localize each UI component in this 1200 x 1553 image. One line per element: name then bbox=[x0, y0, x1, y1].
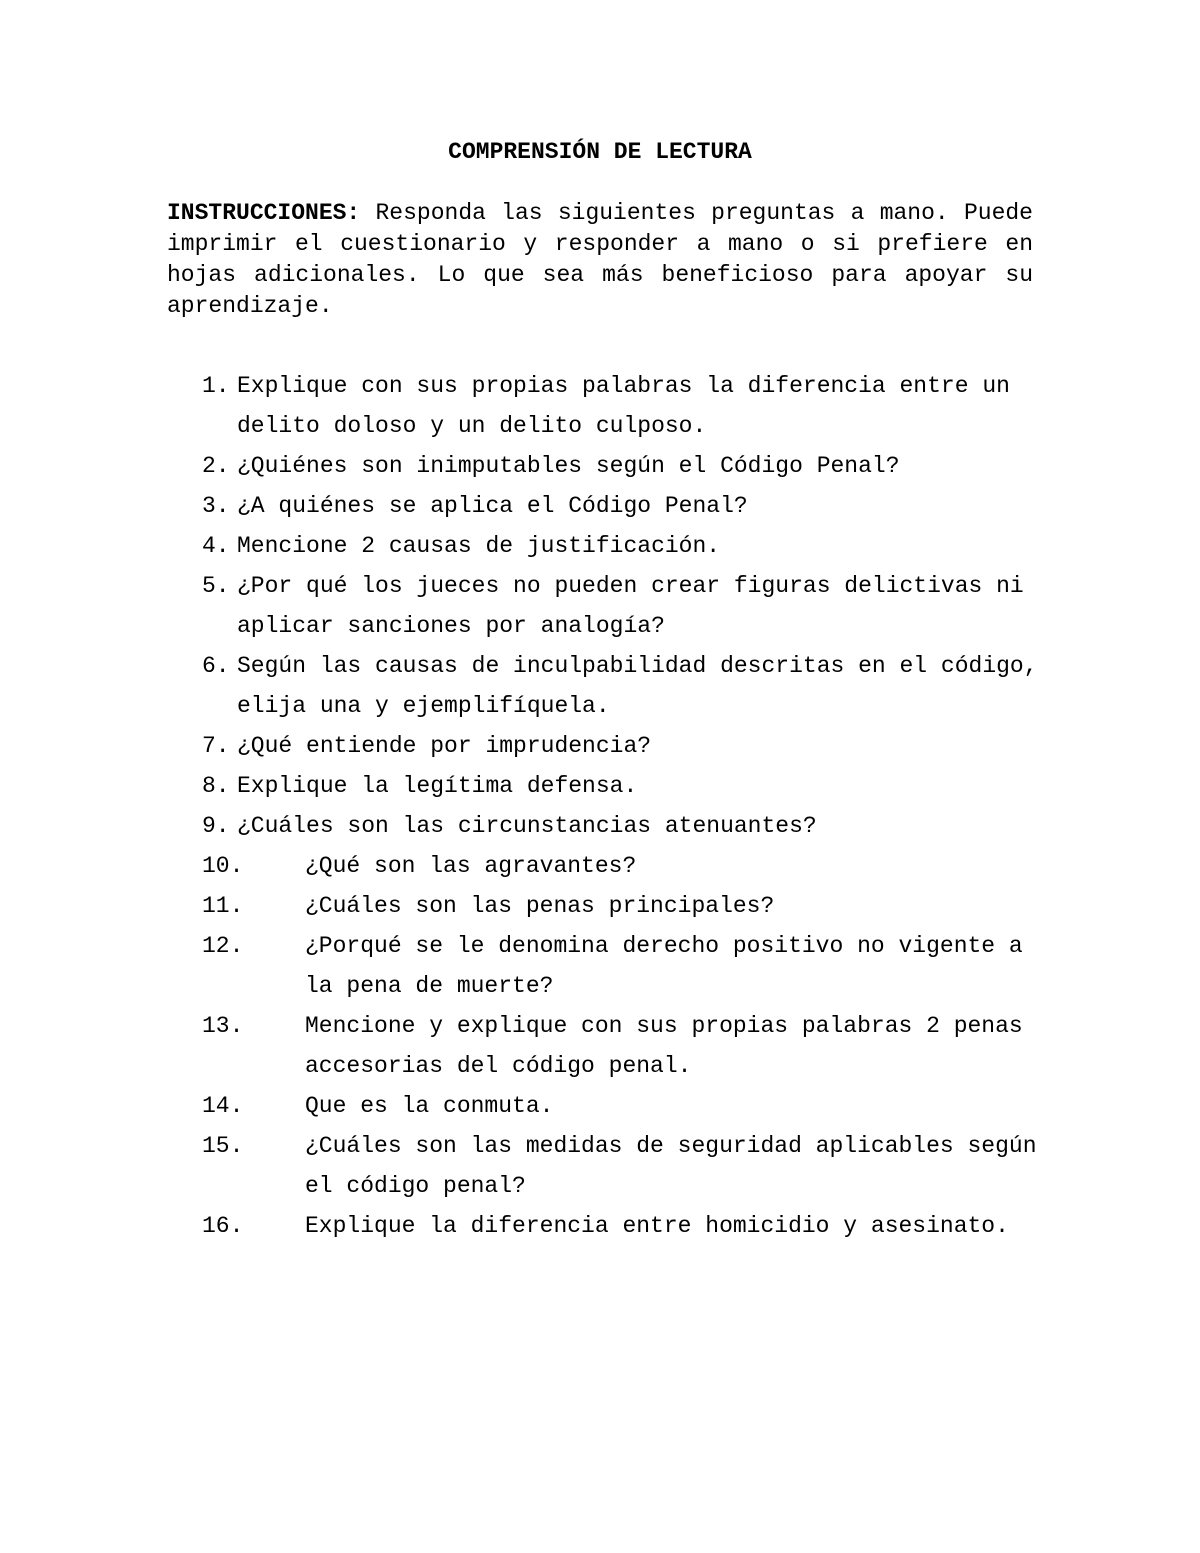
question-text: ¿Cuáles son las penas principales? bbox=[305, 893, 775, 919]
question-number: 9. bbox=[202, 813, 230, 839]
question-item bbox=[202, 806, 1042, 846]
question-number: 16. bbox=[202, 1213, 244, 1239]
question-number: 6. bbox=[202, 653, 230, 679]
question-text: ¿Quiénes son inimputables según el Código Penal? bbox=[237, 453, 900, 479]
question-text: Explique la legítima defensa. bbox=[237, 773, 638, 799]
page-title: COMPRENSIÓN DE LECTURA bbox=[448, 139, 752, 165]
question-number: 5. bbox=[202, 573, 230, 599]
question-item bbox=[202, 566, 1042, 646]
question-item bbox=[202, 766, 1042, 806]
question-number: 7. bbox=[202, 733, 230, 759]
question-number: 14. bbox=[202, 1093, 244, 1119]
question-text: ¿Porqué se le denomina derecho positivo no vigente a la pena de muerte? bbox=[305, 933, 1023, 999]
question-text: ¿Cuáles son las circunstancias atenuantes? bbox=[237, 813, 817, 839]
question-number: 12. bbox=[202, 933, 244, 959]
question-number: 4. bbox=[202, 533, 230, 559]
question-item bbox=[202, 366, 1042, 446]
question-list bbox=[202, 366, 1042, 1246]
instructions-label: INSTRUCCIONES: bbox=[167, 200, 361, 226]
question-text: ¿Por qué los jueces no pueden crear figuras delictivas ni aplicar sanciones por analogía? bbox=[237, 573, 1024, 639]
question-number: 2. bbox=[202, 453, 230, 479]
question-item bbox=[202, 926, 1042, 1006]
instructions-text: Responda las siguientes preguntas a mano. Puede imprimir el cuestionario y responder a mano o si prefiere en hojas adicionales. Lo que sea más beneficioso para apoyar su aprendizaje. bbox=[167, 200, 1033, 319]
question-item bbox=[202, 446, 1042, 486]
question-item bbox=[202, 726, 1042, 766]
instructions-paragraph bbox=[167, 198, 1033, 322]
question-item bbox=[202, 846, 1042, 886]
question-number: 15. bbox=[202, 1133, 244, 1159]
question-text: ¿Qué son las agravantes? bbox=[305, 853, 637, 879]
question-item bbox=[202, 646, 1042, 726]
question-text: Mencione y explique con sus propias palabras 2 penas accesorias del código penal. bbox=[305, 1013, 1023, 1079]
question-item bbox=[202, 886, 1042, 926]
question-text: Explique la diferencia entre homicidio y asesinato. bbox=[305, 1213, 1009, 1239]
question-text: Mencione 2 causas de justificación. bbox=[237, 533, 721, 559]
question-number: 11. bbox=[202, 893, 244, 919]
question-item bbox=[202, 1206, 1042, 1246]
question-item bbox=[202, 526, 1042, 566]
question-text: Según las causas de inculpabilidad descritas en el código, elija una y ejemplifíquela. bbox=[237, 653, 1038, 719]
question-text: ¿Cuáles son las medidas de seguridad aplicables según el código penal? bbox=[305, 1133, 1037, 1199]
question-number: 8. bbox=[202, 773, 230, 799]
question-number: 1. bbox=[202, 373, 230, 399]
question-text: ¿Qué entiende por imprudencia? bbox=[237, 733, 652, 759]
question-number: 10. bbox=[202, 853, 244, 879]
question-item bbox=[202, 486, 1042, 526]
question-number: 13. bbox=[202, 1013, 244, 1039]
question-text: Explique con sus propias palabras la diferencia entre un delito doloso y un delito culposo. bbox=[237, 373, 1010, 439]
question-item bbox=[202, 1006, 1042, 1086]
question-text: ¿A quiénes se aplica el Código Penal? bbox=[237, 493, 748, 519]
question-item bbox=[202, 1086, 1042, 1126]
question-number: 3. bbox=[202, 493, 230, 519]
question-text: Que es la conmuta. bbox=[305, 1093, 554, 1119]
question-item bbox=[202, 1126, 1042, 1206]
